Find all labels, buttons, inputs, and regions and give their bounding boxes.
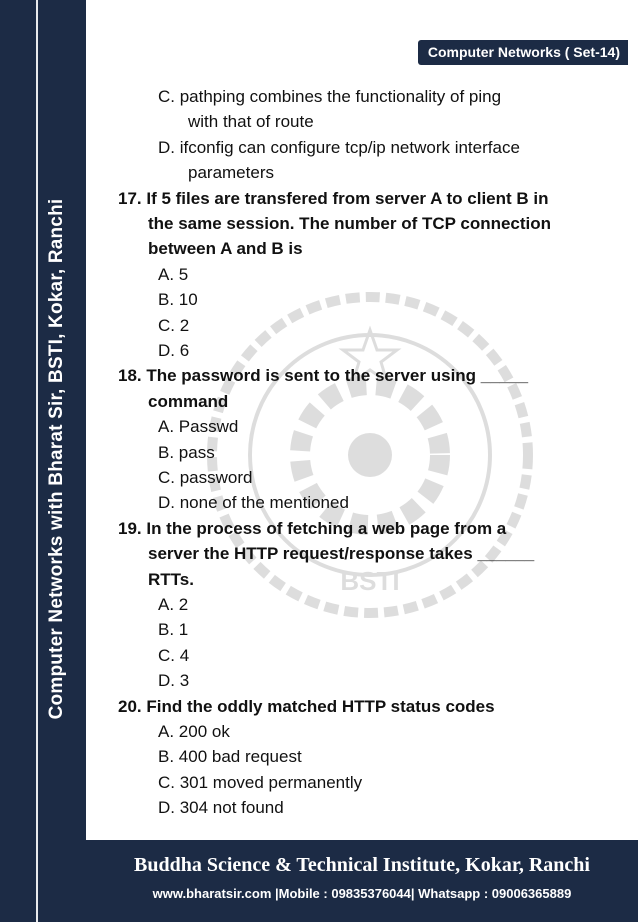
question-line: 18. The password is sent to the server using _____ [118,366,529,386]
option-line: C. pathping combines the functionality of ping [158,87,502,106]
question-line: server the HTTP request/response takes ______ [148,544,535,564]
option-line: C. 2 [158,315,190,335]
option-line: D. ifconfig can configure tcp/ip network interface [158,137,520,157]
option-line: parameters [188,163,274,183]
watermark-seal-icon [205,290,535,620]
option-line: D. 6 [158,341,190,360]
footer [86,840,638,922]
option-line: C. 301 moved permanently [158,772,363,792]
option-line: B. 10 [158,290,198,310]
option-line: C. password [158,468,253,487]
question-line: 20. Find the oddly matched HTTP status codes [118,696,495,716]
option-line: A. 5 [158,264,189,284]
option-line: D. 3 [158,671,190,691]
option-line: with that of route [188,112,314,132]
sidebar-title: Computer Networks with Bharat Sir, BSTI, Kokar, Ranchi [46,198,67,720]
watermark-text: BSTI [340,566,400,596]
option-line: A. 200 ok [158,722,230,741]
question-line: the same session. The number of TCP connection [148,214,552,233]
question-line: RTTs. [148,569,194,589]
question-line: between A and B is [148,239,303,259]
option-line: C. 4 [158,645,190,665]
option-line: B. pass [158,442,215,462]
question-line: 17. If 5 files are transfered from server A to client B in [118,188,549,208]
option-line: D. none of the mentioned [158,493,349,513]
option-line: B. 400 bad request [158,747,302,767]
sidebar [0,0,86,922]
sidebar-divider [36,0,38,922]
question-line: 19. In the process of fetching a web page from a [118,518,507,538]
header-badge: Computer Networks ( Set-14) [418,40,628,65]
option-line: D. 304 not found [158,798,284,818]
footer-contact-info: www.bharatsir.com |Mobile : 09835376044| Whatsapp : 09006365889 [152,886,572,901]
option-line: A. 2 [158,595,189,614]
question-line: command [148,391,229,411]
footer-institute-name: Buddha Science & Technical Institute, Kokar, Ranchi [133,854,590,876]
option-line: A. Passwd [158,417,239,437]
option-line: B. 1 [158,620,189,640]
